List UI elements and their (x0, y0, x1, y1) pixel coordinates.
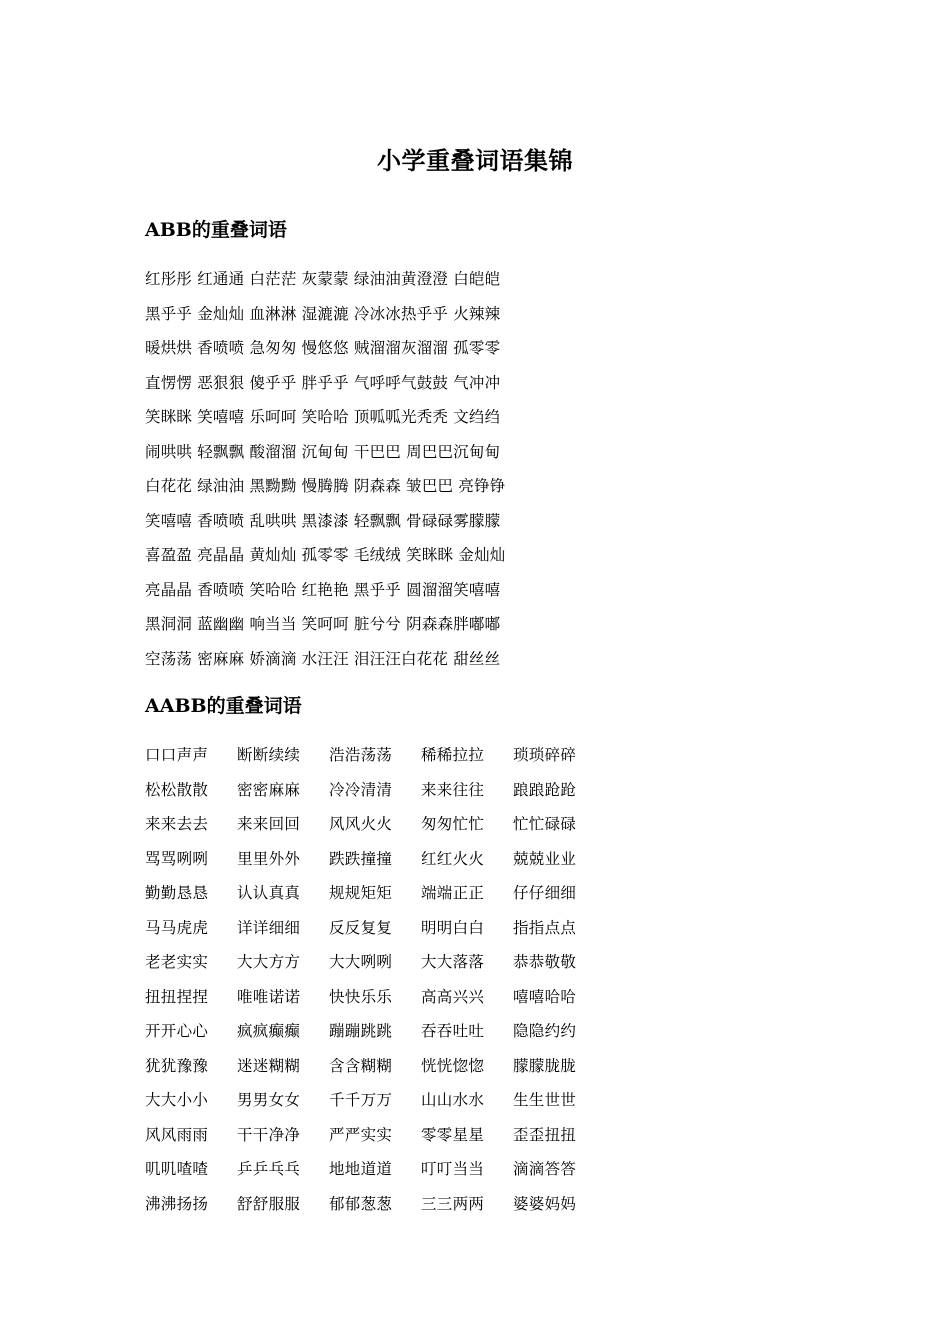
abb-line: 白花花 绿油油 黑黝黝 慢腾腾 阴森森 皱巴巴 亮铮铮 (145, 477, 506, 495)
aabb-word: 匆匆忙忙 (421, 815, 485, 833)
aabb-row (145, 911, 605, 946)
aabb-word: 快快乐乐 (329, 987, 393, 1006)
aabb-word: 迷迷糊糊 (237, 1056, 301, 1075)
aabb-row (145, 1083, 605, 1118)
aabb-word: 风风火火 (329, 815, 393, 833)
aabb-word: 琐琐碎碎 (513, 746, 577, 764)
aabb-word: 红红火火 (421, 849, 485, 868)
aabb-word: 兢兢业业 (513, 849, 577, 868)
abb-line: 笑眯眯 笑嘻嘻 乐呵呵 笑哈哈 顶呱呱光秃秃 文绉绉 (145, 408, 501, 426)
aabb-row (145, 945, 605, 980)
aabb-word: 开开心心 (145, 1022, 209, 1040)
aabb-word: 乒乒乓乓 (237, 1160, 301, 1178)
aabb-row (145, 842, 605, 877)
aabb-row (145, 876, 605, 911)
aabb-word: 叽叽喳喳 (145, 1160, 209, 1178)
aabb-word: 勤勤恳恳 (145, 884, 209, 902)
aabb-word: 疯疯癫癫 (237, 1022, 301, 1040)
aabb-word: 婆婆妈妈 (513, 1194, 577, 1213)
abb-line: 直愣愣 恶狠狠 傻乎乎 胖乎乎 气呼呼气鼓鼓 气冲冲 (145, 373, 501, 392)
aabb-word: 大大落落 (421, 953, 485, 971)
aabb-word: 高高兴兴 (421, 987, 485, 1006)
aabb-word: 隐隐约约 (513, 1022, 577, 1040)
aabb-word-grid (145, 738, 605, 1221)
document-title: 小学重叠词语集锦 (377, 146, 573, 175)
abb-line: 笑嘻嘻 香喷喷 乱哄哄 黑漆漆 轻飘飘 骨碌碌雾朦朦 (145, 511, 501, 530)
aabb-word: 规规矩矩 (329, 884, 393, 902)
aabb-word: 唯唯诺诺 (237, 987, 301, 1006)
aabb-word: 详详细细 (237, 918, 301, 937)
aabb-word: 朦朦胧胧 (513, 1056, 577, 1075)
section-heading-abb: ABB的重叠词语 (145, 219, 287, 241)
aabb-word: 断断续续 (237, 746, 301, 764)
aabb-word: 认认真真 (237, 884, 301, 902)
aabb-word: 来来回回 (237, 815, 301, 833)
aabb-word: 老老实实 (145, 953, 209, 971)
aabb-word: 山山水水 (421, 1091, 485, 1109)
aabb-word: 里里外外 (237, 849, 301, 868)
abb-word-list (145, 262, 505, 676)
aabb-word: 指指点点 (513, 918, 577, 937)
abb-line: 空荡荡 密麻麻 娇滴滴 水汪汪 泪汪汪白花花 甜丝丝 (145, 649, 501, 668)
aabb-word: 密密麻麻 (237, 780, 301, 799)
aabb-word: 骂骂咧咧 (145, 849, 209, 868)
abb-line: 喜盈盈 亮晶晶 黄灿灿 孤零零 毛绒绒 笑眯眯 金灿灿 (145, 546, 506, 564)
aabb-word: 忙忙碌碌 (513, 815, 577, 833)
aabb-row (145, 1049, 605, 1084)
aabb-word: 滴滴答答 (513, 1160, 577, 1178)
abb-line: 黑洞洞 蓝幽幽 响当当 笑呵呵 脏兮兮 阴森森胖嘟嘟 (145, 615, 501, 633)
aabb-word: 犹犹豫豫 (145, 1056, 209, 1075)
aabb-word: 歪歪扭扭 (513, 1125, 577, 1144)
aabb-word: 蹦蹦跳跳 (329, 1022, 393, 1040)
aabb-word: 跌跌撞撞 (329, 849, 393, 868)
abb-line: 亮晶晶 香喷喷 笑哈哈 红艳艳 黑乎乎 圆溜溜笑嘻嘻 (145, 580, 501, 599)
aabb-word: 男男女女 (237, 1091, 301, 1109)
aabb-word: 扭扭捏捏 (145, 987, 209, 1006)
aabb-word: 零零星星 (421, 1125, 485, 1144)
aabb-word: 冷冷清清 (329, 780, 393, 799)
aabb-row (145, 738, 605, 773)
aabb-word: 来来往往 (421, 780, 485, 799)
aabb-word: 风风雨雨 (145, 1125, 209, 1144)
aabb-word: 大大小小 (145, 1091, 209, 1109)
aabb-word: 吞吞吐吐 (421, 1022, 485, 1040)
aabb-word: 恭恭敬敬 (513, 953, 577, 971)
aabb-row (145, 807, 605, 842)
aabb-word: 干干净净 (237, 1125, 301, 1144)
aabb-word: 踉踉跄跄 (513, 780, 577, 799)
aabb-word: 来来去去 (145, 815, 209, 833)
aabb-word: 仔仔细细 (513, 884, 577, 902)
aabb-row (145, 1187, 605, 1222)
abb-line: 暖烘烘 香喷喷 急匆匆 慢悠悠 贼溜溜灰溜溜 孤零零 (145, 339, 501, 357)
aabb-word: 生生世世 (513, 1091, 577, 1109)
aabb-word: 叮叮当当 (421, 1160, 485, 1178)
abb-line: 红彤彤 红通通 白茫茫 灰蒙蒙 绿油油黄澄澄 白皑皑 (145, 270, 501, 288)
aabb-row (145, 1014, 605, 1049)
aabb-word: 大大方方 (237, 953, 301, 971)
aabb-word: 地地道道 (329, 1160, 393, 1178)
aabb-word: 松松散散 (145, 780, 209, 799)
aabb-word: 浩浩荡荡 (329, 746, 393, 764)
aabb-word: 沸沸扬扬 (145, 1194, 209, 1213)
abb-line: 黑乎乎 金灿灿 血淋淋 湿漉漉 冷冰冰热乎乎 火辣辣 (145, 304, 501, 323)
aabb-word: 端端正正 (421, 884, 485, 902)
section-heading-aabb: AABB的重叠词语 (145, 695, 302, 717)
aabb-word: 口口声声 (145, 746, 209, 764)
aabb-word: 千千万万 (329, 1091, 393, 1109)
aabb-row (145, 980, 605, 1015)
aabb-row (145, 1118, 605, 1153)
aabb-word: 恍恍惚惚 (421, 1056, 485, 1075)
abb-line: 闹哄哄 轻飘飘 酸溜溜 沉甸甸 干巴巴 周巴巴沉甸甸 (145, 442, 501, 461)
aabb-word: 舒舒服服 (237, 1194, 301, 1213)
aabb-word: 马马虎虎 (145, 918, 209, 937)
aabb-word: 三三两两 (421, 1194, 485, 1213)
aabb-row (145, 1152, 605, 1187)
aabb-word: 大大咧咧 (329, 953, 393, 971)
aabb-word: 明明白白 (421, 918, 485, 937)
aabb-word: 稀稀拉拉 (421, 746, 485, 764)
aabb-word: 反反复复 (329, 918, 393, 937)
aabb-word: 嘻嘻哈哈 (513, 987, 577, 1006)
aabb-word: 郁郁葱葱 (329, 1194, 393, 1213)
aabb-row (145, 773, 605, 808)
aabb-word: 严严实实 (329, 1125, 393, 1144)
aabb-word: 含含糊糊 (329, 1056, 393, 1075)
